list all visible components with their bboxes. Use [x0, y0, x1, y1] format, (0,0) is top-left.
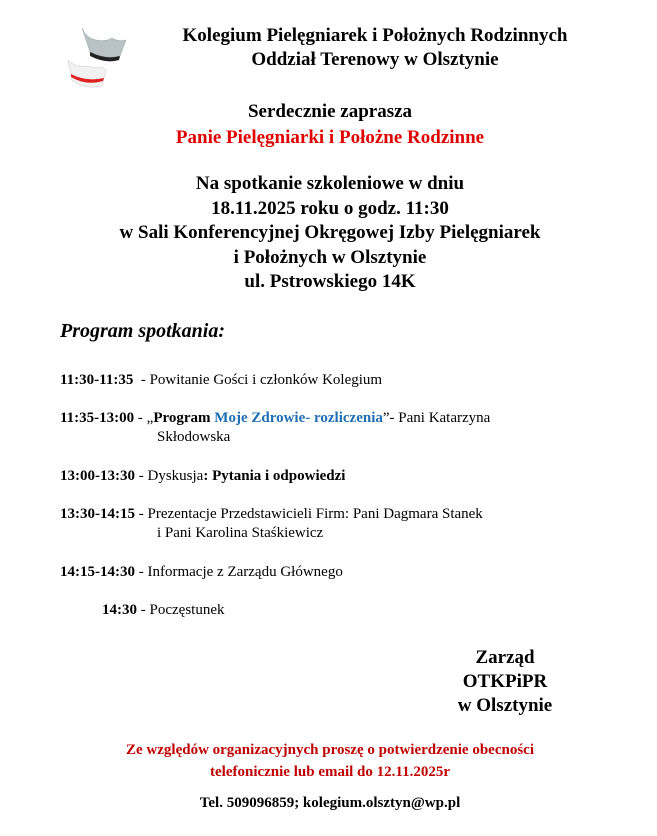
organization-header	[140, 24, 610, 72]
meeting-address: ul. Pstrowskiego 14K	[244, 271, 416, 292]
nurse-caps-logo-icon	[62, 24, 142, 94]
meeting-details	[40, 172, 620, 295]
program-item: 13:00-13:30 - Dyskusja: Pytania i odpowiedzi	[60, 468, 346, 484]
program-item: 14:15-14:30 - Informacje z Zarządu Głównego	[60, 564, 343, 580]
meeting-date: 18.11.2025 roku o godz. 11:30	[211, 197, 449, 219]
contact-info: Tel. 509096859; kolegium.olsztyn@wp.pl	[199, 795, 461, 811]
rsvp-note: Ze względów organizacyjnych proszę o potwierdzenie obecności telefonicznie lub email do 12.11.2025r	[126, 742, 534, 780]
meeting-line-1: Na spotkanie szkoleniowe w dniu	[195, 173, 465, 194]
org-name: Kolegium Pielęgniarek i Położnych Rodzinnych	[182, 25, 568, 46]
invite-line: Serdecznie zaprasza	[247, 101, 413, 122]
signature: Zarząd OTKPiPR w Olsztynie	[457, 647, 553, 716]
invitation	[120, 99, 540, 151]
program-item: 11:30-11:35 - Powitanie Gości i członków Kolegium	[60, 372, 383, 388]
program-item: 14:30 - Poczęstunek	[102, 602, 225, 618]
org-branch: Oddział Terenowy w Olsztynie	[251, 49, 499, 70]
program-item: 11:35-13:00 - „Program Moje Zdrowie- rozliczenia”- Pani Katarzyna Skłodowska	[60, 410, 491, 445]
meeting-venue-2: i Położnych w Olsztynie	[233, 246, 427, 268]
invitees: Panie Pielęgniarki i Położne Rodzinne	[175, 127, 485, 148]
meeting-venue: w Sali Konferencyjnej Okręgowej Izby Pielęgniarek	[119, 222, 541, 243]
program-title: Program spotkania:	[60, 320, 226, 342]
program-item: 13:30-14:15 - Prezentacje Przedstawicieli Firm: Pani Dagmara Stanek i Pani Karolina Staśkiewicz	[60, 506, 483, 541]
